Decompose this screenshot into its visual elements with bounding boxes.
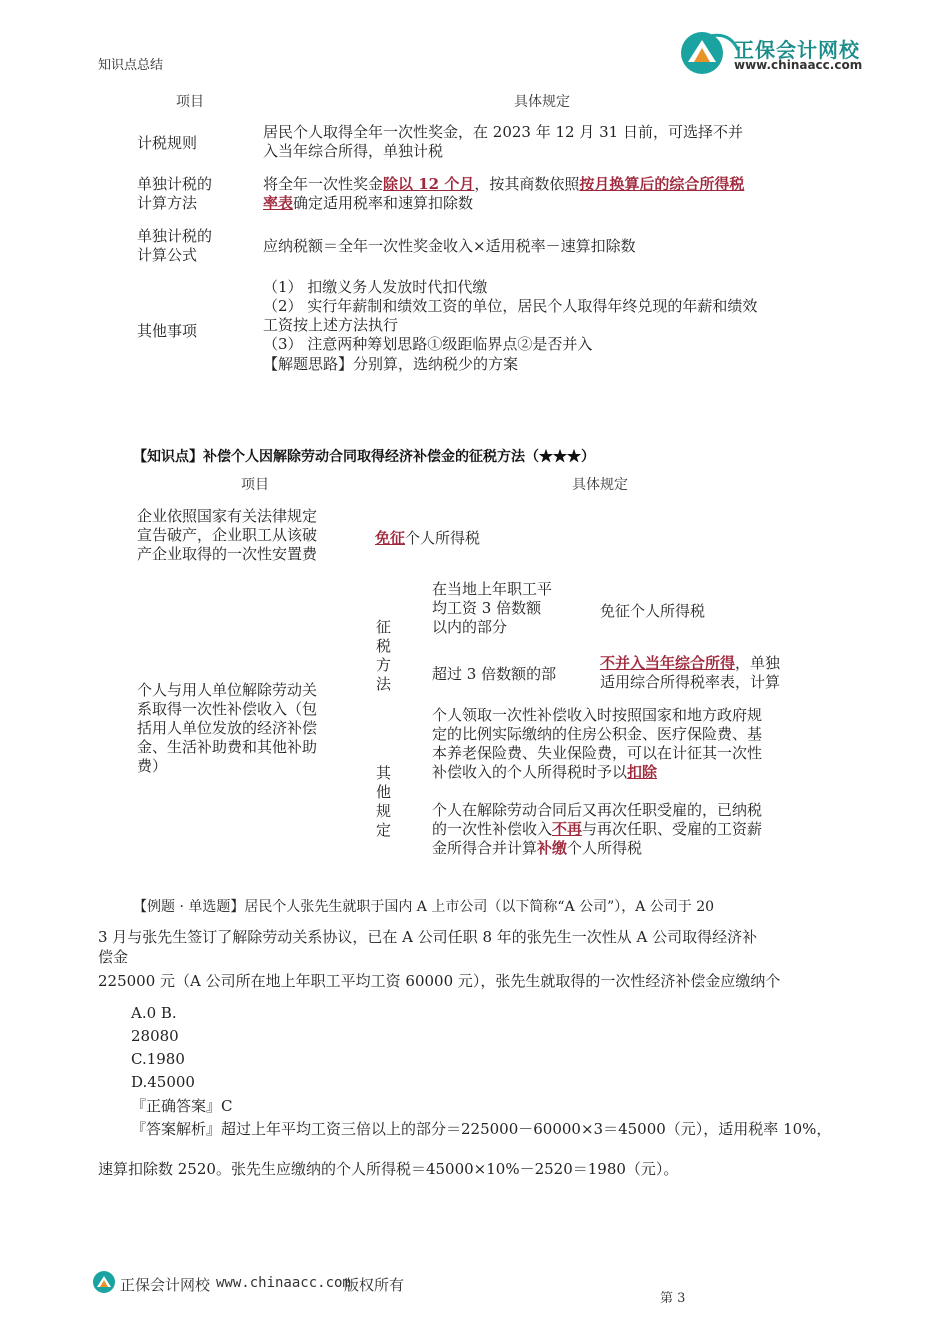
other1-line3: 本养老保险费、失业保险费，可以在计征其一次性 [432, 744, 763, 762]
method-label-1: 征 [376, 618, 392, 636]
other1-line1: 个人领取一次性补偿收入时按照国家和地方政府规 [432, 706, 763, 724]
other1-line4: 补偿收入的个人所得税时予以扣除 [432, 763, 658, 781]
table2-row1-item-line3: 产企业取得的一次性安置费 [137, 545, 318, 563]
table1-row4-line4: （3） 注意两种筹划思路①级距临界点②是否并入 [263, 335, 593, 353]
footer-logo-icon [92, 1270, 116, 1294]
table2-row1-rule: 免征个人所得税 [375, 529, 481, 547]
method-a-line2: 均工资 3 倍数额 [432, 599, 542, 617]
method-a-rule: 免征个人所得税 [600, 602, 706, 620]
table2-row2-item-line2: 系取得一次性补偿收入（包 [137, 700, 318, 718]
table2-row2-item-line1: 个人与用人单位解除劳动关 [137, 681, 318, 699]
table2-row2-item-line4: 金、生活补助费和其他补助 [137, 738, 318, 756]
method-b: 超过 3 倍数额的部 [432, 665, 557, 683]
other-label-3: 规 [376, 802, 392, 820]
other2-line3: 金所得合并计算补缴个人所得税 [432, 839, 643, 857]
table1-row3-rule: 应纳税额＝全年一次性奖金收入×适用税率－速算扣除数 [263, 237, 636, 255]
table1-row4-line3: 工资按上述方法执行 [263, 316, 399, 334]
table1-row4-line5: 【解题思路】分别算，选纳税少的方案 [263, 355, 519, 373]
brand-url[interactable]: www.chinaacc.com [734, 58, 863, 72]
other-label-1: 其 [376, 764, 392, 782]
table1-row3-item-line1: 单独计税的 [137, 227, 213, 245]
table1-row4-item: 其他事项 [137, 322, 198, 340]
method-a-line3: 以内的部分 [432, 618, 508, 636]
brand-name: 正保会计网校 [734, 38, 860, 62]
option-b-value: 28080 [131, 1027, 179, 1045]
other-label-4: 定 [376, 821, 392, 839]
footer-rights: 版权所有 [344, 1276, 405, 1294]
table1-row1-rule-line1: 居民个人取得全年一次性奖金，在 2023 年 12 月 31 日前，可选择不并 [263, 123, 743, 141]
table2-row1-item-line2: 宣告破产，企业职工从该破 [137, 526, 318, 544]
example-cut-line: 【例题 · 单选题】居民个人张先生就职于国内 A 上市公司（以下简称“A 公司”），A 公司于 20 [133, 899, 715, 915]
analysis-line1: 『答案解析』超过上年平均工资三倍以上的部分＝225000－60000×3＝45000（元），适用税率 10%， [131, 1120, 832, 1138]
option-c: C.1980 [131, 1050, 185, 1068]
analysis-line2: 速算扣除数 2520。张先生应缴纳的个人所得税＝45000×10%－2520＝1980（元）。 [98, 1160, 679, 1178]
footer-url[interactable]: www.chinaacc.com [216, 1275, 351, 1291]
table2-row2-item-line5: 费） [137, 757, 168, 775]
table1-row2-item-line2: 计算方法 [137, 194, 198, 212]
option-a: A.0 B. [131, 1004, 177, 1022]
example-line3: 225000 元（A 公司所在地上年职工平均工资 60000 元），张先生就取得的一次性经济补偿金应缴纳个 [98, 972, 781, 990]
table1-row1-rule-line2: 入当年综合所得，单独计税 [263, 142, 444, 160]
method-a-line1: 在当地上年职工平 [432, 580, 553, 598]
method-b-line1: 不并入当年综合所得，单独 [600, 654, 781, 672]
table1-row3-item-line2: 计算公式 [137, 246, 198, 264]
table2-row2-item-line3: 括用人单位发放的经济补偿 [137, 719, 318, 737]
table1-header-item: 项目 [176, 94, 204, 110]
section2-title: 【知识点】补偿个人因解除劳动合同取得经济补偿金的征税方法（★★★） [133, 449, 595, 465]
other1-line2: 定的比例实际缴纳的住房公积金、医疗保险费、基 [432, 725, 763, 743]
footer-brand: 正保会计网校 [120, 1276, 211, 1294]
method-label-2: 税 [376, 637, 392, 655]
example-line1: 3 月与张先生签订了解除劳动关系协议，已在 A 公司任职 8 年的张先生一次性从 A 公司取得经济补 [98, 928, 758, 946]
table1-row4-line2: （2） 实行年薪制和绩效工资的单位，居民个人取得年终兑现的年薪和绩效 [263, 297, 758, 315]
method-label-4: 法 [376, 675, 392, 693]
example-line2: 偿金 [98, 948, 129, 966]
method-label-3: 方 [376, 656, 392, 674]
top-left-fragment: 知识点总结 [98, 58, 164, 73]
table2-row1-item-line1: 企业依照国家有关法律规定 [137, 507, 318, 525]
table1-header-rule: 具体规定 [514, 94, 570, 110]
table1-row2-rule-line1: 将全年一次性奖金除以 12 个月，按其商数依照按月换算后的综合所得税 [263, 175, 745, 193]
table1-row2-rule-line2: 率表确定适用税率和速算扣除数 [263, 194, 474, 212]
method-b-line2: 适用综合所得税率表，计算 [600, 673, 781, 691]
other2-line2: 的一次性补偿收入不再与再次任职、受雇的工资薪 [432, 820, 763, 838]
option-d: D.45000 [131, 1073, 195, 1091]
brand-logo-icon [680, 30, 740, 76]
table1-row1-item: 计税规则 [137, 134, 198, 152]
table1-row4-line1: （1） 扣缴义务人发放时代扣代缴 [263, 278, 488, 296]
page-number-fragment: 第 3 [660, 1291, 686, 1306]
table2-header-item: 项目 [241, 477, 269, 493]
correct-answer: 『正确答案』C [131, 1097, 233, 1115]
other2-line1: 个人在解除劳动合同后又再次任职受雇的，已纳税 [432, 801, 763, 819]
table2-header-rule: 具体规定 [572, 477, 628, 493]
table1-row2-item-line1: 单独计税的 [137, 175, 213, 193]
other-label-2: 他 [376, 783, 392, 801]
